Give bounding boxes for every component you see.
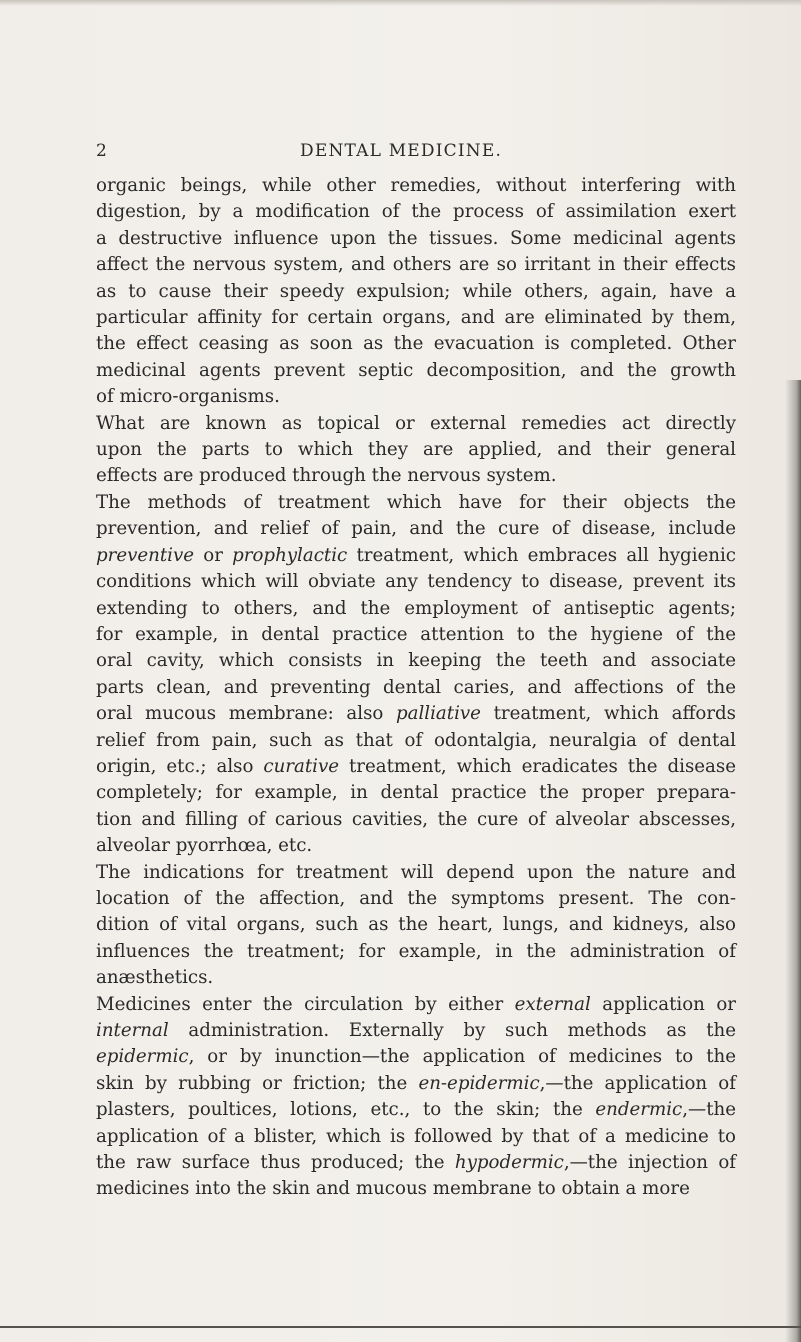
text-line: for example, in dental practice attention to the hygiene of the <box>96 623 736 645</box>
text-segment: Medicines enter the circulation by either <box>96 993 515 1015</box>
page-header <box>0 133 801 163</box>
text-line <box>96 1071 736 1097</box>
text-segment: treatment, which eradicates the disease <box>339 755 736 777</box>
text-line <box>96 701 736 727</box>
text-segment: treatment, which affords <box>480 703 736 725</box>
text-line <box>96 992 736 1018</box>
text-line: medicinal agents prevent septic decomposition, and the growth <box>96 359 736 381</box>
text-segment: origin, etc.; also <box>96 755 264 777</box>
text-line: parts clean, and preventing dental caries, and affections of the <box>96 676 736 698</box>
body-text <box>96 173 736 1203</box>
italic-term: palliative <box>396 703 481 725</box>
italic-term: endermic <box>595 1099 683 1121</box>
text-line: organic beings, while other remedies, without interfering with <box>96 175 736 196</box>
text-line: a destructive influence upon the tissues. Some medicinal agents <box>96 227 736 249</box>
text-line <box>96 1044 736 1070</box>
italic-term: en-epidermic <box>418 1072 540 1094</box>
italic-term: internal <box>96 1020 169 1041</box>
text-segment: treatment, which embraces all hygienic <box>347 544 736 566</box>
italic-term: external <box>514 993 591 1015</box>
binding-shadow <box>785 380 801 1342</box>
text-segment: ,—the injection of <box>563 1152 737 1174</box>
text-line <box>96 754 736 780</box>
text-line: extending to others, and the employment of antiseptic agents; <box>96 597 736 619</box>
text-line: prevention, and relief of pain, and the cure of disease, include <box>96 518 736 540</box>
text-segment: the raw surface thus produced; the <box>96 1152 455 1174</box>
bottom-edge-line <box>0 1326 801 1328</box>
italic-term: hypodermic <box>454 1152 564 1174</box>
text-line: medicines into the skin and mucous membrane to obtain a more <box>96 1178 690 1200</box>
text-line: application of a blister, which is followed by that of a medicine to <box>96 1125 736 1147</box>
page-number: 2 <box>96 141 108 161</box>
text-line: relief from pain, such as that of odontalgia, neuralgia of dental <box>96 729 736 751</box>
italic-term: epidermic <box>96 1046 189 1068</box>
text-line <box>96 543 736 569</box>
text-segment: skin by rubbing or friction; the <box>96 1072 419 1094</box>
text-segment: ,—the <box>682 1099 736 1121</box>
text-line <box>96 1018 736 1044</box>
text-line: conditions which will obviate any tendency to disease, prevent its <box>96 571 736 593</box>
text-line: oral cavity, which consists in keeping the teeth and associate <box>96 650 736 672</box>
text-line: tion and filling of carious cavities, the cure of alveolar abscesses, <box>96 808 736 830</box>
italic-term: curative <box>263 755 339 777</box>
text-line: effects are produced through the nervous system. <box>96 465 557 487</box>
text-line: of micro-organisms. <box>96 386 280 408</box>
text-line: completely; for example, in dental practice the proper prepara- <box>96 782 736 804</box>
italic-term: prophylactic <box>232 544 348 566</box>
text-line: location of the affection, and the symptoms present. The con- <box>96 887 736 909</box>
top-edge-shadow <box>0 0 801 6</box>
text-line: dition of vital organs, such as the heart, lungs, and kidneys, also <box>96 914 736 936</box>
text-line <box>96 1150 736 1176</box>
text-segment: plasters, poultices, lotions, etc., to the skin; the <box>96 1099 596 1121</box>
text-line: influences the treatment; for example, in the administration of <box>96 940 736 962</box>
text-line: alveolar pyorrhœa, etc. <box>96 835 313 857</box>
text-line: particular affinity for certain organs, and are eliminated by them, <box>96 307 736 329</box>
text-line: What are known as topical or external remedies act directly <box>96 412 736 434</box>
text-line <box>96 1097 736 1123</box>
text-line: as to cause their speedy expulsion; while others, again, have a <box>96 280 736 302</box>
text-segment: application or <box>590 993 736 1015</box>
running-title: DENTAL MEDICINE. <box>300 141 503 161</box>
text-segment: oral mucous membrane: also <box>96 703 396 725</box>
text-segment: or <box>194 544 233 566</box>
text-line: The methods of treatment which have for their objects the <box>96 491 736 513</box>
text-segment: administration. Externally by such methods as the <box>168 1020 736 1041</box>
text-line: anæsthetics. <box>96 967 214 989</box>
text-line: affect the nervous system, and others are so irritant in their effects <box>96 254 736 276</box>
text-line: upon the parts to which they are applied, and their general <box>96 439 736 461</box>
text-line: digestion, by a modification of the process of assimilation exert <box>96 201 736 223</box>
text-line: The indications for treatment will depend upon the nature and <box>96 861 736 883</box>
text-segment: , or by inunction—the application of medicines to the <box>188 1046 736 1068</box>
italic-term: preventive <box>96 544 195 566</box>
text-line: the effect ceasing as soon as the evacuation is completed. Other <box>96 333 736 355</box>
text-segment: ,—the application of <box>539 1072 736 1094</box>
